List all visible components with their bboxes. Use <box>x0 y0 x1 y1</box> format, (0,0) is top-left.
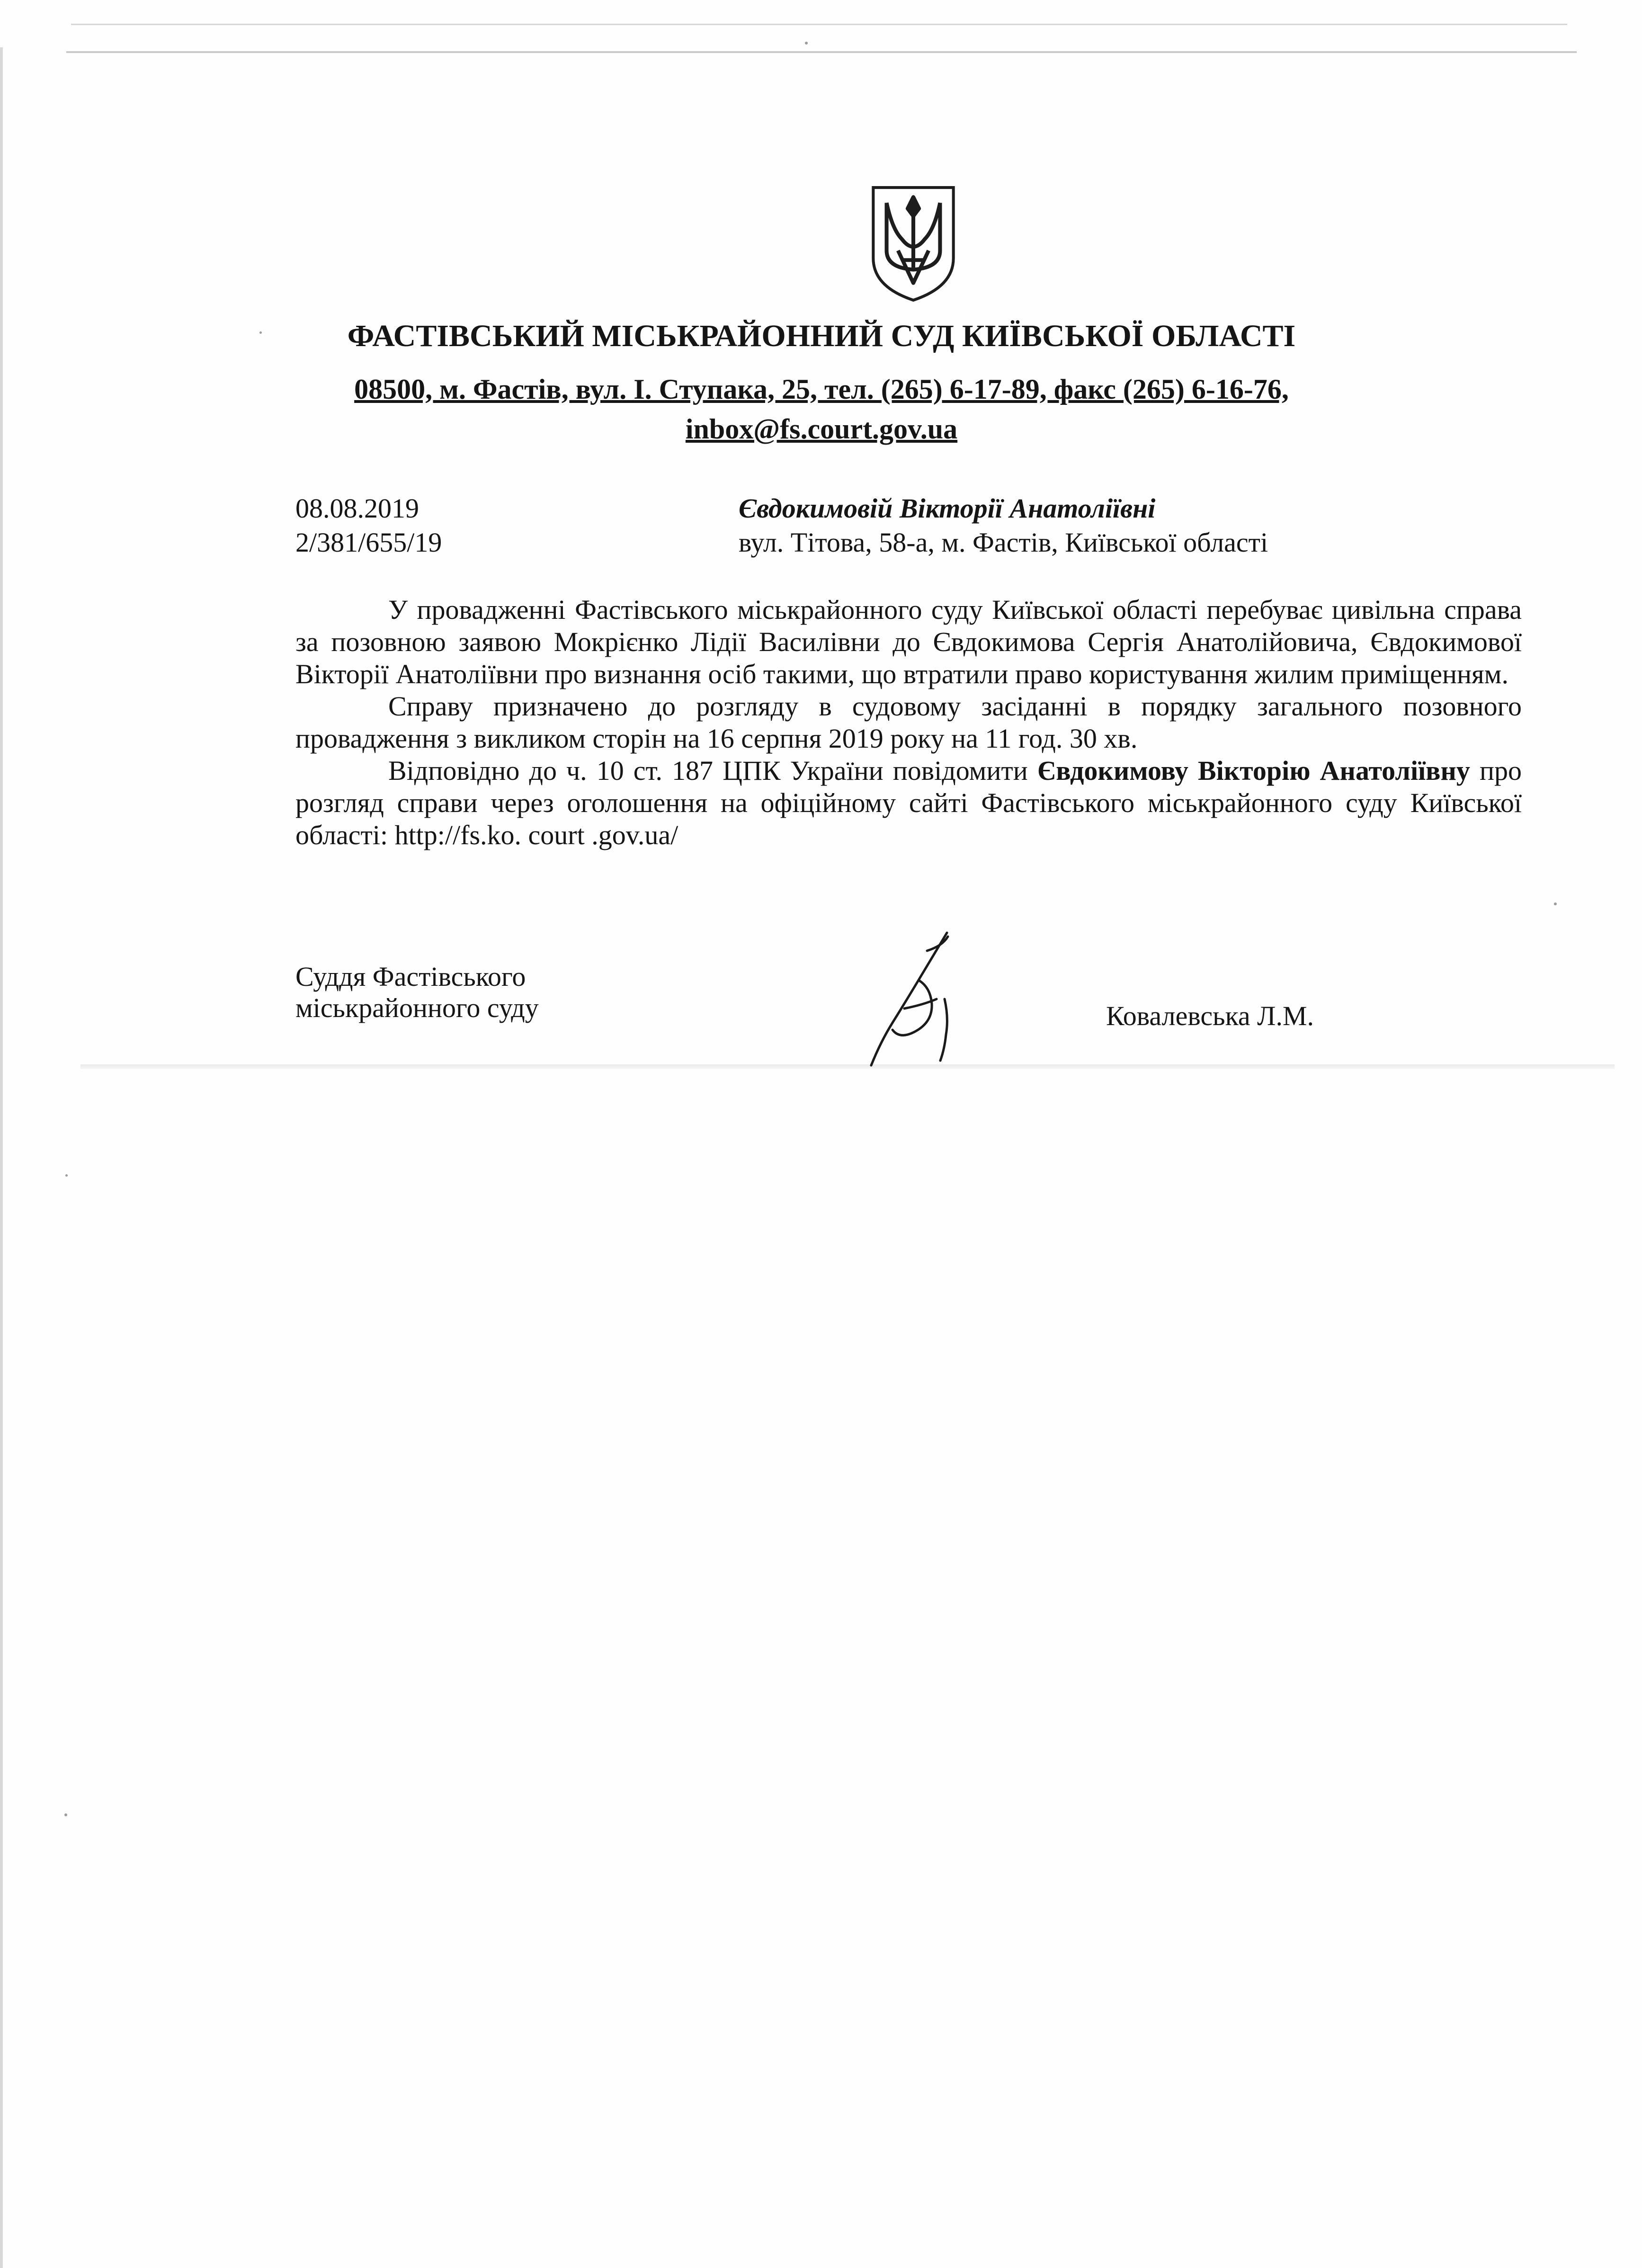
defendant-name: Євдокимову Вікторію Анатоліївну <box>1037 755 1470 786</box>
scan-speck <box>805 42 808 45</box>
court-email: inbox@fs.court.gov.ua <box>685 413 958 445</box>
judge-title <box>295 961 539 1024</box>
judge-title-line: міськрайонного суду <box>295 992 539 1023</box>
judge-name: Ковалевська Л.М. <box>1106 1000 1314 1031</box>
judge-title-line: Суддя Фастівського <box>295 961 526 992</box>
paragraph-text: Відповідно до ч. 10 ст. 187 ЦПК України повідомити <box>388 755 1037 786</box>
court-address <box>331 369 1312 449</box>
body-paragraph: Справу призначено до розгляду в судовому засіданні в порядку загального позовного провадження з викликом сторін на 16 серпня 2019 року на 11 год. 30 хв. <box>295 691 1522 754</box>
court-name: ФАСТІВСЬКИЙ МІСЬКРАЙОННИЙ СУД КИЇВСЬКОЇ ОБЛАСТІ <box>347 319 1296 353</box>
letter-body <box>295 594 1522 851</box>
scan-speck <box>1554 902 1557 905</box>
trident-coat-of-arms-icon <box>866 184 961 303</box>
recipient-name: Євдокимовій Вікторії Анатоліївні <box>739 493 1156 524</box>
scan-edge <box>71 24 1567 25</box>
handwritten-signature-icon <box>848 928 971 1070</box>
scan-speck <box>64 1813 67 1816</box>
body-paragraph: У провадженні Фастівського міськрайонного суду Київської області перебуває цивільна справа за позовною заявою Мокрієнко Лідії Василівни до Євдокимова Сергія Анатолійовича, Євдокимової Вікторії Анатоліївни про визнання осіб такими, що втратили право користування жилим приміщенням. <box>295 594 1522 689</box>
scan-speck <box>65 1174 68 1177</box>
body-paragraph <box>295 755 1522 851</box>
paragraph-text: про розгляд справи через оголошення на офіційному сайті Фастівського міськрайонного суду Київської області: http://fs.ko. court .gov.ua/ <box>295 755 1522 850</box>
case-reference: 2/381/655/19 <box>295 527 442 558</box>
scan-speck <box>259 331 262 334</box>
court-address-line: 08500, м. Фастів, вул. І. Ступака, 25, тел. (265) 6-17-89, факс (265) 6-16-76, <box>354 374 1289 405</box>
scan-edge <box>0 47 3 2268</box>
recipient-address: вул. Тітова, 58-а, м. Фастів, Київської області <box>739 527 1268 558</box>
scan-edge <box>66 51 1577 53</box>
letter-date: 08.08.2019 <box>295 493 419 524</box>
